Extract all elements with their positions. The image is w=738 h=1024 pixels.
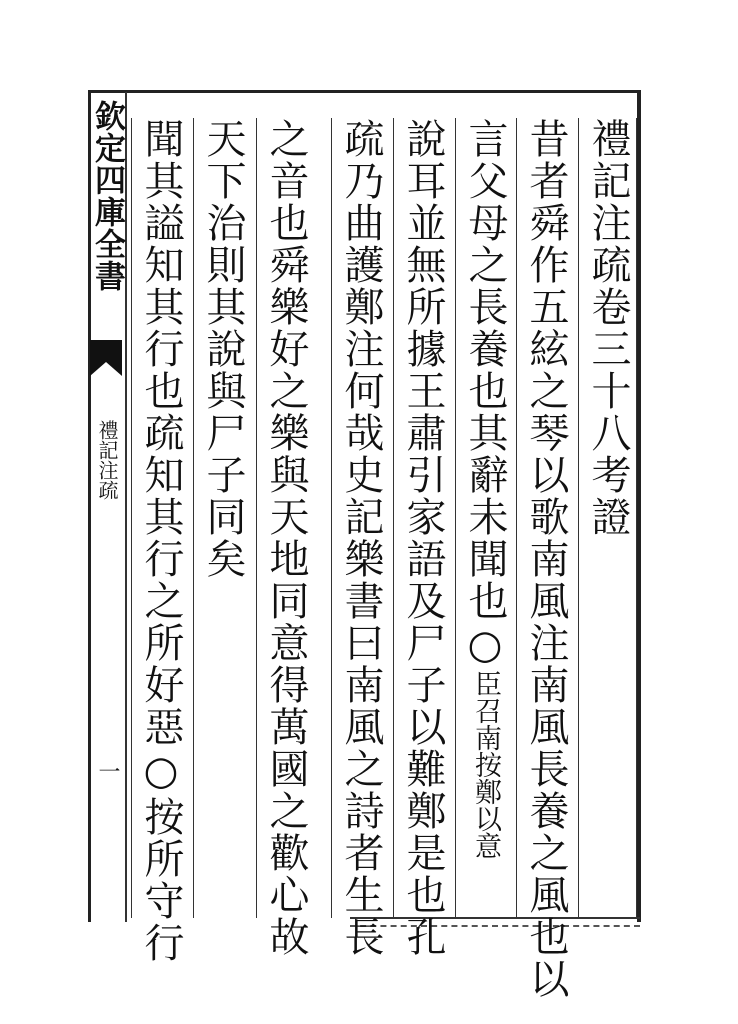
frame-bottom-dashed-border (350, 925, 640, 927)
fishtail-icon (90, 340, 122, 376)
column-divider (636, 118, 637, 918)
margin-page-number: 一 (95, 760, 120, 782)
column-text: 昔者舜作五絃之琴以歌南風注南風長養之風也以 (523, 118, 569, 1000)
column-text: 聞其謚知其行也疏知其行之所好惡○按所守行 (138, 118, 184, 964)
column-main-text: 言父母之長養也其辭未聞也○ (462, 118, 508, 670)
column-text: 天下治則其說與尸子同矣 (200, 118, 246, 580)
text-column-3 (455, 118, 511, 918)
text-column-7 (193, 118, 249, 918)
column-annotation-text: 臣召南按鄭以意 (470, 670, 501, 859)
column-text: 禮記注疏卷三十八考證 (585, 118, 631, 538)
frame-top-border (88, 90, 640, 93)
margin-book-title: 欽定四庫全書 (89, 100, 125, 292)
text-column-8 (131, 118, 187, 964)
column-text: 疏乃曲護鄭注何哉史記樂書曰南風之詩者生長 (338, 118, 384, 958)
text-column-4 (393, 118, 449, 958)
column-text (462, 118, 508, 859)
column-text: 之音也舜樂好之樂與天地同意得萬國之歡心故 (263, 118, 309, 958)
text-column-2 (516, 118, 572, 1000)
text-column-6 (256, 118, 312, 958)
text-column-5 (331, 118, 387, 958)
frame-right-border (637, 90, 641, 922)
text-column-1 (578, 118, 634, 918)
column-text: 說耳並無所據王肅引家語及尸子以難鄭是也孔 (400, 118, 446, 958)
margin-section-title: 禮記注疏 (95, 420, 119, 500)
